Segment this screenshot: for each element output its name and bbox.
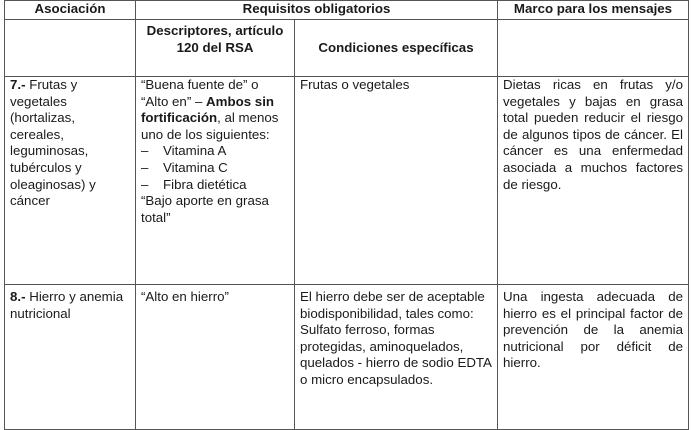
- cell-descriptores: [136, 77, 295, 285]
- header-empty-asociacion: [5, 20, 136, 77]
- header-row-1: [5, 1, 689, 20]
- cell-condiciones: Frutas o vegetales: [295, 77, 498, 285]
- cell-asociacion: [5, 285, 136, 430]
- desc-suffix: , al menos uno de los siguientes:: [141, 110, 279, 142]
- cell-condiciones: El hierro debe ser de aceptable biodisponibilidad, tales como: Sulfato ferroso, formas protegidas, aminoquelados, quelados - hierro de sodio EDTA o micro encapsulados.: [295, 285, 498, 430]
- list-item: – Vitamina A: [141, 143, 289, 160]
- header-empty-marco: [498, 20, 689, 77]
- desc-prefix: “Buena fuente de” o “Alto en” –: [141, 77, 259, 109]
- requirements-table: [4, 0, 689, 430]
- header-condiciones: Condiciones específicas: [295, 20, 498, 77]
- desc-extra: “Bajo aporte en grasa total”: [141, 193, 269, 225]
- list-item: – Vitamina C: [141, 160, 289, 177]
- desc-bold: Ambos sin fortificación: [141, 93, 275, 126]
- table-row: [5, 285, 689, 430]
- header-marco: Marco para los mensajes: [498, 1, 689, 20]
- asociacion-text: Frutas y vegetales (hortalizas, cereales, leguminosas, tubérculos y oleaginosas) y cáncer: [10, 77, 96, 209]
- header-row-2: [5, 20, 689, 77]
- desc-list: [141, 143, 289, 193]
- cell-marco: Dietas ricas en frutas y/o vegetales y bajas en grasa total pueden reducir el riesgo de algunos tipos de cáncer. El cáncer es una enfermedad asociada a muchos factores de riesgo.: [498, 77, 689, 285]
- asociacion-text: Hierro y anemia nutricional: [10, 289, 124, 321]
- row-number: 7.-: [10, 77, 26, 92]
- header-requisitos: Requisitos obligatorios: [136, 1, 498, 20]
- table-row: [5, 77, 689, 285]
- header-descriptores: Descriptores, artículo 120 del RSA: [136, 20, 295, 77]
- cell-asociacion: [5, 77, 136, 285]
- header-asociacion: Asociación: [5, 1, 136, 20]
- list-item: – Fibra dietética: [141, 177, 289, 194]
- row-number: 8.-: [10, 289, 26, 304]
- cell-descriptores: “Alto en hierro”: [136, 285, 295, 430]
- cell-marco: Una ingesta adecuada de hierro es el principal factor de prevención de la anemia nutricional por déficit de hierro.: [498, 285, 689, 430]
